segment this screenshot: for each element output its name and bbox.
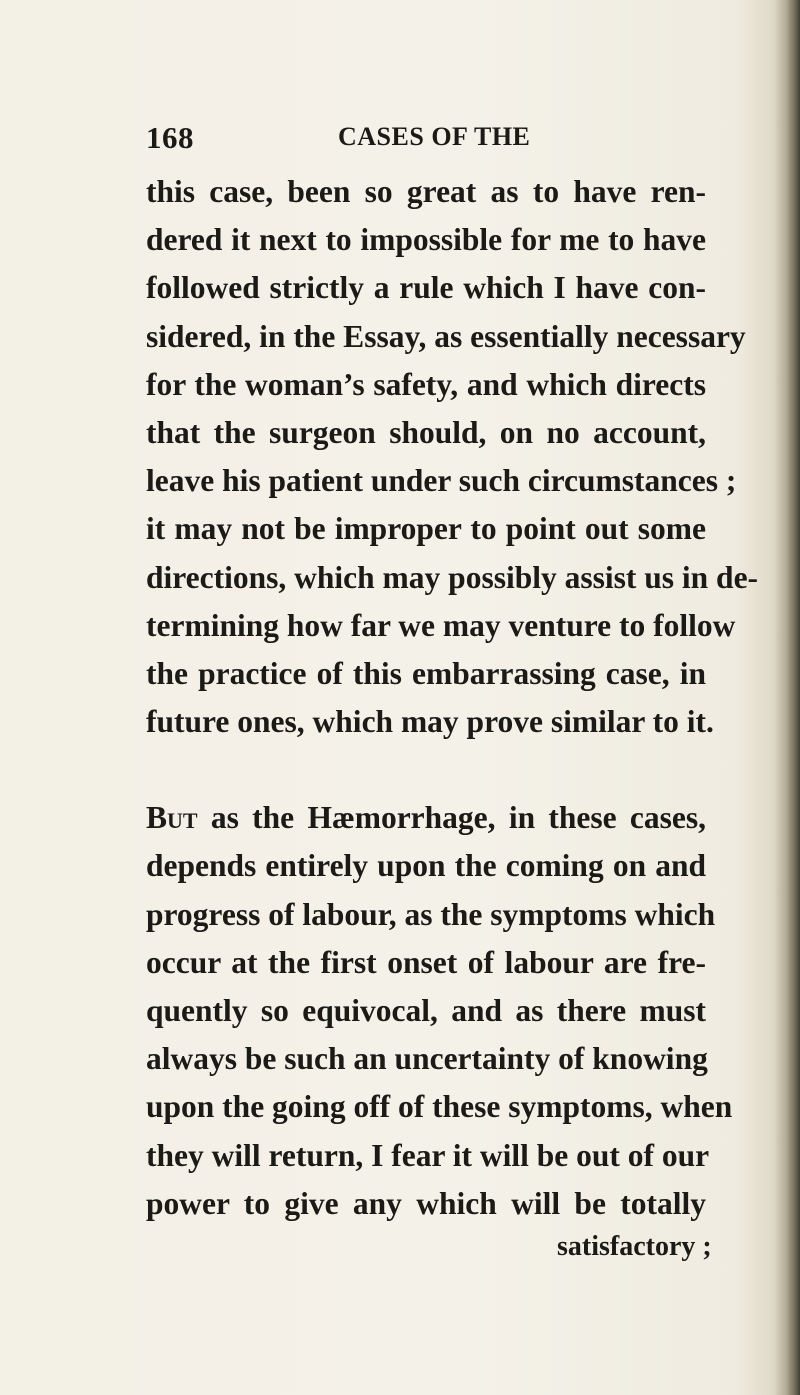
text-line: quently so equivocal, and as there must bbox=[146, 993, 706, 1028]
text-line: progress of labour, as the symptoms which bbox=[146, 896, 716, 932]
page-edge-shadow bbox=[774, 0, 800, 1395]
text-line-rest: as the Hæmorrhage, in these cases, bbox=[210, 800, 707, 836]
text-line: followed strictly a rule which I have con- bbox=[146, 270, 706, 306]
text-line: for the woman’s safety, and which directs bbox=[146, 366, 706, 402]
text-line: this case, been so great as to have ren- bbox=[146, 174, 706, 209]
text-line: they will return, I fear it will be out of our bbox=[146, 1137, 710, 1173]
text-line: leave his patient under such circumstances ; bbox=[146, 463, 737, 499]
text-line: always be such an uncertainty of knowing bbox=[146, 1041, 708, 1077]
text-line: upon the going off of these symptoms, when bbox=[146, 1089, 733, 1125]
text-line: the practice of this embarrassing case, in bbox=[146, 655, 706, 691]
text-line: termining how far we may venture to follow bbox=[146, 607, 736, 643]
catchword: satisfactory ; bbox=[557, 1231, 712, 1262]
page-number: 168 bbox=[146, 120, 194, 155]
text-line: it may not be improper to point out some bbox=[146, 511, 706, 547]
text-line: power to give any which will be totally bbox=[146, 1185, 706, 1221]
paragraph bbox=[146, 168, 759, 746]
text-line: future ones, which may prove similar to it. bbox=[146, 704, 714, 740]
paragraph bbox=[146, 794, 733, 1228]
text-line: depends entirely upon the coming on and bbox=[146, 848, 706, 884]
text-line: directions, which may possibly assist us in de- bbox=[146, 559, 759, 595]
paragraph-gap bbox=[146, 746, 706, 794]
text-line bbox=[146, 794, 706, 842]
body-text bbox=[146, 168, 759, 1228]
text-line: dered it next to impossible for me to have bbox=[146, 222, 706, 258]
text-line: occur at the first onset of labour are fre- bbox=[146, 944, 706, 980]
text-line: that the surgeon should, on no account, bbox=[146, 414, 706, 450]
text-line: sidered, in the Essay, as essentially necessary bbox=[146, 318, 746, 354]
running-head bbox=[146, 120, 646, 154]
running-head-title: CASES OF THE bbox=[338, 122, 531, 151]
drop-word: But bbox=[146, 800, 198, 836]
